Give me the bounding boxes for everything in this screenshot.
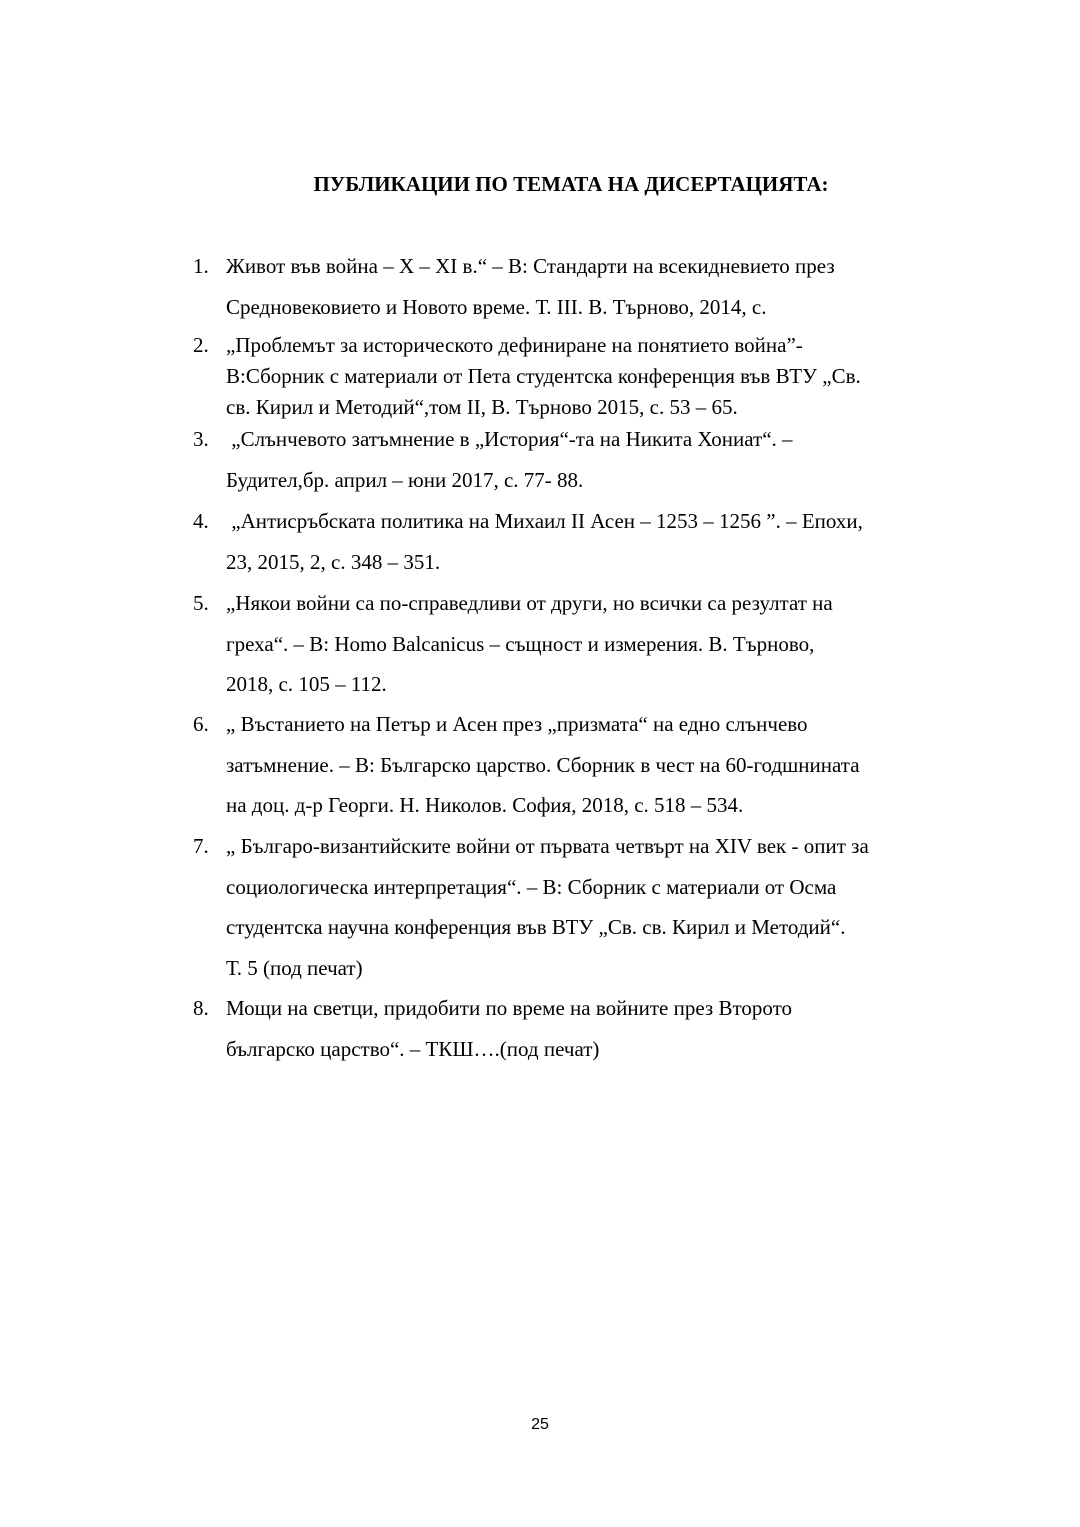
publication-number: 2. [193,333,209,357]
page-number: 25 [531,1416,549,1433]
publication-line: Будител,бр. април – юни 2017, с. 77- 88. [226,467,584,492]
publication-line: 23, 2015, 2, с. 348 – 351. [226,549,441,574]
page-heading: ПУБЛИКАЦИИ ПО ТЕМАТА НА ДИСЕРТАЦИЯТА: [313,172,829,196]
publication-line: В:Сборник с материали от Пета студентска конференция във ВТУ „Св. [226,364,861,388]
publication-line: „Антисръбската политика на Михаил II Асен – 1253 – 1256 ”. – Епохи, [226,509,863,533]
publication-number: 5. [193,591,209,615]
publication-line: Мощи на светци, придобити по време на войните през Второто [226,996,792,1020]
publication-line: Средновековието и Новото време. Т. III. В. Търново, 2014, с. [226,294,767,319]
publication-line: „Проблемът за историческото дефиниране на понятието война”- [226,333,803,357]
publication-number: 6. [193,712,209,736]
publication-number: 4. [193,509,209,533]
publication-line: 2018, с. 105 – 112. [226,672,387,697]
publication-line: социологическа интерпретация“. – В: Сборник с материали от Осма [226,874,837,899]
publication-line: Т. 5 (под печат) [226,956,363,981]
publication-line: Живот във война – X – XI в.“ – В: Стандарти на всекидневието през [226,254,835,278]
publication-line: „ Българо-византийските войни от първата четвърт на XIV век - опит за [226,834,869,858]
publication-line: студентска научна конференция във ВТУ „Св. св. Кирил и Методий“. [226,915,846,940]
publication-line: „Слънчевото затъмнение в „История“-та на Никита Хониат“. – [226,427,793,451]
publication-line: „Някои войни са по-справедливи от други, но всички са резултат на [226,591,833,615]
publication-number: 1. [193,254,209,278]
publication-number: 7. [193,834,209,858]
publication-number: 8. [193,996,209,1020]
publication-line: „ Въстанието на Петър и Асен през „призмата“ на едно слънчево [226,712,808,736]
publication-line: св. Кирил и Методий“,том II, В. Търново 2015, с. 53 – 65. [226,395,738,419]
publication-line: греха“. – В: Homo Balcanicus – същност и измерения. В. Търново, [226,631,815,656]
publication-line: затъмнение. – В: Българско царство. Сборник в чест на 60-годшнината [226,752,860,777]
publication-line: българско царство“. – ТКШ….(под печат) [226,1036,600,1061]
publication-number: 3. [193,427,209,451]
publication-line: на доц. д-р Георги. Н. Николов. София, 2018, с. 518 – 534. [226,793,744,818]
